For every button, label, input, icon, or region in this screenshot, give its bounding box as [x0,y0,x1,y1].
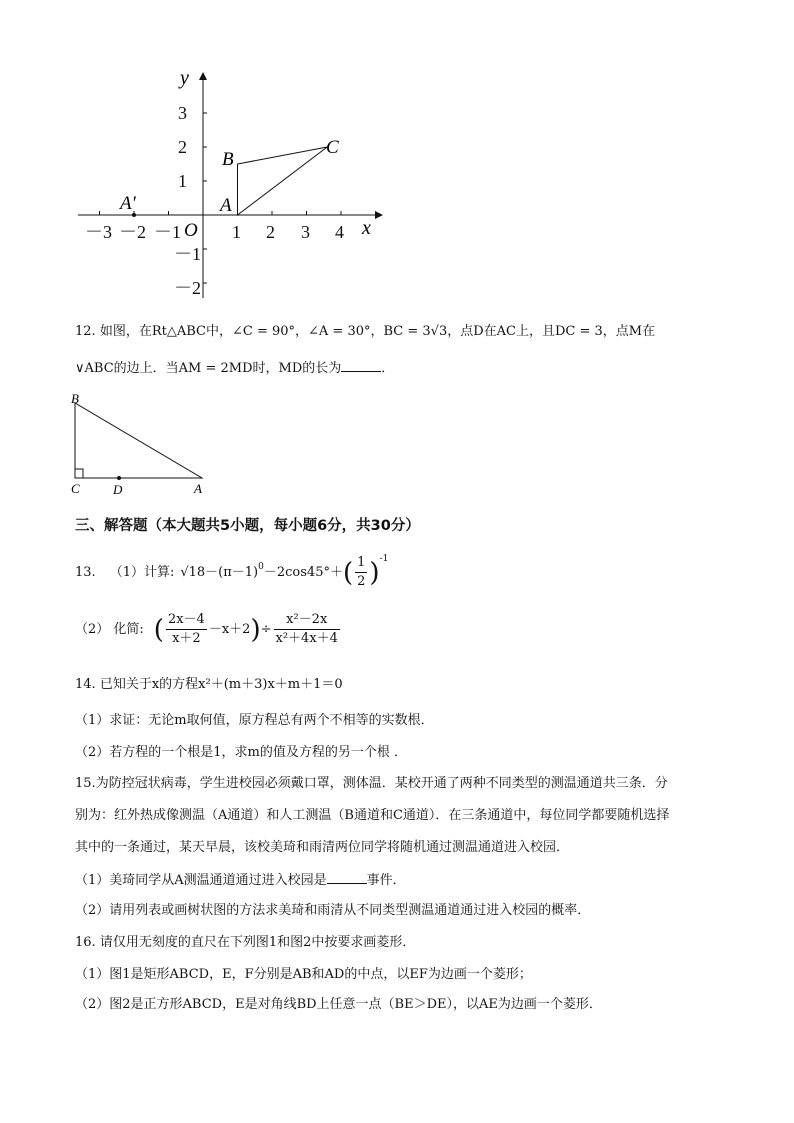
y-tick-label: 2 [178,137,187,157]
q14-part1: （1）求证：无论m取何值，原方程总有两个不相等的实数根． [75,713,434,728]
q14-stem [75,676,343,694]
fraction-denominator: 2 [357,574,366,589]
q14-part2: （2）若方程的一个根是1，求m的值及方程的另一个根 ． [75,745,408,760]
point-label-b: B [222,149,234,170]
q15-part2: （2）请用列表或画树状图的方法求美琦和雨清从不同类型测温通道通过进入校园的概率． [75,903,591,918]
paren-left: ( [342,557,354,588]
fraction-denominator: x＋2 [172,631,201,646]
q12-number: 12. [75,324,96,339]
label-b: B [71,391,79,406]
answer-blank[interactable] [327,871,367,884]
y-axis-label: y [180,68,189,89]
q12-triangle-figure [66,390,216,500]
section-title: 三、解答题（本大题共5小题，每小题6分，共30分） [75,518,420,534]
label-c: C [71,481,80,496]
triangle-abc-right [75,403,202,478]
fraction-numerator: 1 [355,554,367,573]
q12-line2 [75,359,394,378]
q15-part1 [75,871,406,890]
q16-number: 16. [75,935,96,950]
q13-part1-expr-a: √18－(π－1) [180,564,259,580]
q15-part1-text: （1）美琦同学从A测温通道通过进入校园是 [75,873,327,888]
q16-part2: （2）图2是正方形ABCD，E是对角线BD上任意一点（BE＞DE），以AE为边画一个菱形． [75,997,602,1012]
q15-part1-end: 事件． [366,873,406,888]
q12-text: ∨ABC的边上．当AM = 2MD时，MD的长为 [75,361,342,376]
triangle-abc [238,147,328,215]
q15-line1 [75,775,668,793]
fraction-numerator: 2x－4 [166,611,207,630]
q15-text: 为防控冠状病毒，学生进校园必须戴口罩，测体温．某校开通了两种不同类型的测温通道共三条．分 [95,776,668,791]
y-tick-label: －1 [174,244,201,264]
fraction-denominator: x²＋4x＋4 [275,631,338,646]
q13-exp-neg1: -1 [379,554,389,564]
paren-right: ) [369,557,380,588]
paren-left: ( [153,614,164,645]
q13-part1-label: （1）计算: [109,564,175,580]
q13-part1-expr-b: －2cos45°＋ [263,564,343,580]
x-tick-label: －3 [85,222,112,242]
point-d [117,476,121,480]
q13-part2-mid: －x＋2 [208,621,251,637]
point-label-a-prime: A′ [120,193,136,214]
q13-part2-label: （2） 化简: [75,621,144,637]
label-d: D [113,482,123,497]
q16-part1: （1）图1是矩形ABCD，E，F分别是AB和AD的中点，以EF为边画一个菱形； [75,967,532,982]
q15-line2: 别为：红外热成像测温（A通道）和人工测温（B通道和C通道）．在三条通道中，每位同学都要随机选择 [75,808,670,823]
fraction-1 [166,611,207,648]
point-label-a: A [220,195,232,216]
origin-label: O [184,220,198,241]
q13-part2 [75,611,342,648]
x-tick-label: －2 [119,222,146,242]
x-tick-label: 4 [335,222,344,242]
q14-stem-text: 已知关于x的方程x²＋(m＋3)x＋m＋1＝0 [99,677,343,692]
divide-sign: ÷ [260,621,272,637]
fraction-2 [274,611,340,648]
q15-number: 15. [75,776,96,791]
q13-part1 [75,554,388,591]
y-tick-label: 3 [178,103,187,123]
x-tick-label: －1 [154,222,181,242]
x-axis-label: x [362,217,371,239]
right-angle-mark [75,469,83,478]
fraction-half [355,554,367,591]
q16-stem-text: 请仅用无刻度的直尺在下列图1和图2中按要求画菱形． [99,935,416,950]
point-label-c: C [326,137,339,158]
x-tick-label: 1 [232,222,241,242]
q14-number: 14. [75,677,96,692]
paren-right: ) [250,614,261,645]
q12-text: 如图，在Rt△ABC中，∠C = 90°，∠A = 30°，BC = 3√3，点D在AC上，且DC = 3，点M在 [99,324,656,339]
q15-line3: 其中的一条通过，某天早晨，该校美琦和雨清两位同学将随机通过测温通道进入校园． [75,840,570,855]
q12-text-end: ． [381,361,395,376]
y-tick-label: －2 [174,278,201,298]
x-axis-arrow [375,211,383,219]
q16-stem [75,934,415,952]
q13-exp-zero: 0 [258,562,264,572]
q12-line1 [75,323,655,341]
coordinate-figure [70,68,390,308]
x-tick-label: 3 [301,222,310,242]
label-a: A [194,481,202,496]
y-axis-arrow [199,72,207,80]
answer-blank[interactable] [341,359,381,372]
x-tick-label: 2 [266,222,275,242]
fraction-numerator: x²－2x [274,611,340,630]
y-tick-label: 1 [178,171,187,191]
q13-number: 13. [75,564,96,580]
